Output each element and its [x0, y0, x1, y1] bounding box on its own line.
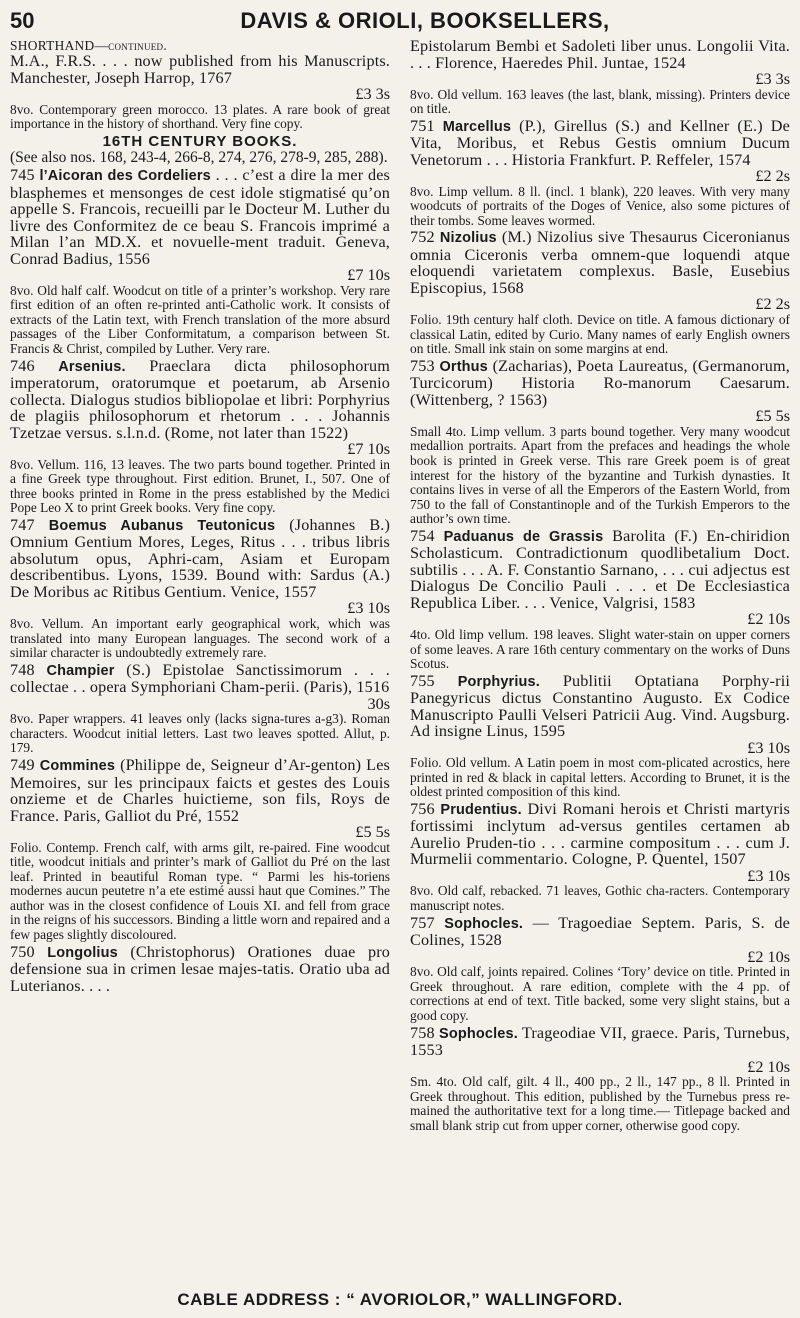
entry-price: £3 3s	[755, 70, 790, 88]
section-label: SHORTHAND—continued.	[10, 38, 168, 53]
entry-description: 8vo. Limp vellum. 8 ll. (incl. 1 blank), 220 leaves. With very many woodcuts of portraits of the Doges of Venice, also some pictures of their tombs. Some leaves wormed.	[410, 183, 790, 228]
entry-heading	[410, 118, 790, 169]
catalogue-entry	[10, 944, 390, 995]
entry-title: (P.), Girellus (S.) and Kellner (E.) De Vita, Moribus, et Rebus Gestis omnium Ducum Venetorum . . . Historia Frankfurt. P. Reffeler, 1574	[410, 116, 790, 169]
entry-price: £3 10s	[747, 738, 790, 757]
entry-title: Trageodiae VII, graece. Paris, Turnebus, 1553	[410, 1023, 791, 1060]
entry-heading	[410, 229, 790, 296]
entry-description: 8vo. Paper wrappers. 41 leaves only (lacks signa-tures a-g3). Roman characters. Woodcut initial letters. Last two leaves spotted. Allut, p. 179.	[10, 711, 390, 756]
entry-number: 757	[410, 913, 435, 932]
catalogue-entry	[410, 673, 790, 800]
entry-number: 749	[10, 756, 35, 774]
entry-title: (M.) Nizolius sive Thesaurus Ciceronianus omnia Ciceronis verba omnem-que loquendi atque eloquendi varietatem complexus. Basle, Eusebius Episcopius, 1568	[410, 228, 790, 297]
entry-title: Epistolarum Bembi et Sadoleti liber unus. Longolii Vita. . . . Florence, Haeredes Phil. Juntae, 1524	[410, 37, 790, 72]
entry-price: £2 10s	[747, 610, 790, 629]
page-footer: CABLE ADDRESS : “ AVORIOLOR,” WALLINGFORD.	[177, 1290, 623, 1309]
entry-keyword: Arsenius.	[58, 358, 126, 375]
entry-heading	[410, 528, 790, 612]
entry-title: — Tragoediae Septem. Paris, S. de Colines, 1528	[410, 913, 790, 950]
entry-description: 4to. Old limp vellum. 198 leaves. Slight water-stain on upper corners of some leaves. A rare 16th century commentary on the works of Duns Scotus.	[410, 626, 790, 672]
entry-heading	[10, 167, 390, 267]
entry-number: 747	[10, 515, 35, 534]
catalogue-entry	[410, 38, 790, 117]
intro-entry	[10, 53, 390, 132]
entry-description: Folio. 19th century half cloth. Device on title. A famous dictionary of classical Latin, edited by Curio. Many names of early English owners on title. Small ink stain on some margins at end.	[410, 311, 790, 357]
entry-number: 755	[410, 671, 435, 690]
entry-keyword: Commines	[39, 758, 116, 774]
entry-keyword: Porphyrius.	[457, 673, 540, 690]
entry-description: 8vo. Old half calf. Woodcut on title of a printer’s workshop. Very rare first edition of an often re-printed anti-Catholic work. It consists of extracts of the Latin text, with French translation of the more absurd passages of the Liber Conformitatum, a comparison between St. Francis & Christ, compiled by Luther. Very rare.	[10, 282, 390, 356]
entry-number: 753	[410, 356, 435, 375]
entry-description: Small 4to. Limp vellum. 3 parts bound together. Very many woodcut medallion portraits. Apart from the prefaces and headings the whole book is printed in Greek verse. This rare Greek poem is of great interest for the history of the byzantine and Turkish dynasties. It contains lives in verse of all the Emperors of the Eastern World, from 750 to the fall of Constantinople and of the Turkish Emperors to the author’s own time.	[410, 423, 790, 527]
entry-heading	[410, 915, 790, 949]
entry-price: £2 10s	[747, 1057, 790, 1076]
entry-title: (S.) Epistolae Sanctissimorum . . . collectae . . opera Symphoriani Cham-perii. (Paris), 1516	[10, 660, 390, 697]
entry-keyword: Orthus	[439, 358, 488, 375]
entry-price: £7 10s	[347, 266, 390, 285]
right-entries	[410, 38, 790, 1133]
page-number: 50	[10, 8, 35, 33]
entry-heading	[10, 757, 390, 824]
entry-description: 8vo. Vellum. 116, 13 leaves. The two parts bound together. Printed in a fine Greek type throughout. First edition. Brunet, I., 507. One of three books printed in Rome in the press established by the Medici Pope Leo X to print Greek books. Very fine copy.	[10, 456, 390, 516]
catalogue-entry	[10, 358, 390, 516]
entry-keyword: Sophocles.	[439, 1025, 518, 1042]
entry-price: £3 10s	[347, 599, 390, 618]
entry-title: Divi Romani herois et Christi martyris fortissimi inclytum ad-versus gentiles certamen ab Aurelio Pruden-tio . . . carmine compositum . . . cum J. Murmelii commentario. Cologne, P. Quentel, 1507	[410, 799, 790, 869]
entry-number: 758	[410, 1023, 435, 1042]
entry-number: 756	[410, 799, 435, 818]
catalogue-entry	[410, 229, 790, 356]
entry-keyword: Paduanus de Grassis	[443, 528, 604, 545]
entry-description: 8vo. Old calf, joints repaired. Colines ‘Tory’ device on title. Printed in Greek throughout. A rare edition, complete with the 4 pp. of corrections at end of text. Title backed, some very slight stains, but a good copy.	[410, 964, 790, 1023]
entry-price: £2 10s	[747, 947, 790, 966]
catalogue-entry	[10, 517, 390, 661]
entry-keyword: l’Aicoran des Cordeliers	[39, 168, 211, 185]
entry-description: Sm. 4to. Old calf, gilt. 4 ll., 400 pp., 2 ll., 147 pp., 8 ll. Printed in Greek throughout. This edition, published by the Turnebus press re-mained the authoritative text for a long time.— Titlepage backed and small blank strip cut from upper corner, otherwise good copy.	[410, 1074, 790, 1133]
entry-number: 754	[410, 526, 435, 545]
entry-keyword: Prudentius.	[440, 801, 522, 818]
catalogue-entry	[410, 528, 790, 672]
catalogue-entry	[10, 757, 390, 943]
entry-title: (Christophorus) Orationes duae pro defensione sua in crimen lesae majes-tatis. Oratio uba ad Luterianos. . . .	[10, 942, 390, 995]
entry-keyword: Sophocles.	[444, 915, 524, 932]
page-header	[10, 8, 790, 32]
entry-price: £5 5s	[755, 407, 790, 426]
catalogue-entry	[10, 167, 390, 356]
entry-keyword: Champier	[46, 662, 115, 679]
entry-heading	[10, 662, 390, 696]
entry-description: Folio. Old vellum. A Latin poem in most com-plicated acrostics, here printed in red & black in capital letters. According to Brunet, it is the oldest printed composition of this kind.	[410, 755, 790, 800]
entry-price: £3 3s	[355, 85, 390, 104]
entry-heading	[10, 944, 390, 995]
entry-number: 745	[10, 166, 35, 185]
entry-title: (Zacharias), Poeta Laureatus, (Germanorum, Turcicorum) Historia Ro-manorum Caesarum. (Wittenberg, ? 1563)	[410, 356, 790, 409]
entry-title: Publitii Optatiana Porphy-rii Panegyricus dictus Constantino Augusto. Ex Codice Manuscripto Paulli Velseri Patricii Aug. Vind. Augsburg. Ad insigne Linus, 1595	[410, 671, 791, 741]
entry-number: 750	[10, 942, 35, 961]
entry-price: £2 2s	[755, 295, 790, 314]
catalogue-entry	[410, 1025, 790, 1134]
entry-keyword: Marcellus	[442, 118, 512, 135]
entry-number: 751	[410, 116, 435, 135]
entry-price: 30s	[367, 694, 390, 713]
entry-title: (Johannes B.) Omnium Gentium Mores, Leges, Ritus . . . tribus libris absolutum opus, Aphri-cam, Asiam et Europam describentibus. Lyons, 1539. Bound with: Sardus (A.) De Moribus ac Ritibus Gentium. Venice, 1557	[10, 515, 391, 601]
running-head: DAVIS & ORIOLI, BOOKSELLERS,	[240, 8, 610, 33]
left-entries	[10, 167, 390, 994]
catalogue-entry	[10, 662, 390, 756]
entry-heading	[410, 38, 790, 71]
entry-description: 8vo. Old vellum. 163 leaves (the last, blank, missing). Printers device on title.	[410, 86, 790, 117]
columns	[10, 38, 790, 1134]
left-column	[10, 38, 390, 1134]
entry-price: £5 5s	[355, 823, 390, 841]
entry-heading	[410, 673, 790, 740]
entry-number: 746	[10, 356, 35, 375]
entry-price: £2 2s	[755, 167, 790, 186]
entry-price: £3 10s	[747, 866, 790, 885]
entry-heading	[410, 1025, 790, 1059]
entry-price: £7 10s	[347, 440, 390, 459]
entry-heading	[410, 801, 790, 868]
entry-heading	[10, 358, 390, 442]
catalogue-entry	[410, 801, 790, 914]
entry-title: . . . c’est a dire la mer des blasphemes et mensonges de cest idole stigmatisé qu’on appelle S. Francois, recueilli par le Docteur M. Luther du livre des Conformitez de ce beau S. Francois imprimé a Milan l’an MD.X. et novuelle-ment traduit. Geneva, Conrad Badius, 1556	[10, 166, 390, 268]
catalogue-entry	[410, 915, 790, 1024]
see-also-note: (See also nos. 168, 243-4, 266-8, 274, 276, 278-9, 285, 288).	[10, 149, 388, 167]
entry-heading	[410, 358, 790, 409]
right-column	[410, 38, 790, 1134]
entry-title: Barolita (F.) En-chiridion Scholasticum. Contradictionum quodlibetalium Doct. subtilis . . . A. F. Constantio Sarnano, . . . cui adjectus est Dialogus De Concilio Pauli . . . et De Ecclesiastica Republica Liber. . . . Venice, Valgrisi, 1583	[410, 526, 790, 612]
entry-description: 8vo. Contemporary green morocco. 13 plates. A rare book of great importance in the history of shorthand. Very fine copy.	[10, 101, 390, 132]
entry-number: 748	[10, 660, 35, 679]
catalogue-entry	[410, 358, 790, 527]
entry-heading: M.A., F.R.S. . . . now published from his Manuscripts. Manchester, Joseph Harrop, 1767	[10, 52, 390, 87]
entry-keyword: Longolius	[47, 944, 118, 961]
entry-keyword: Boemus Aubanus Teutonicus	[48, 517, 276, 534]
entry-heading	[10, 517, 390, 601]
entry-number: 752	[410, 228, 435, 247]
catalogue-entry	[410, 118, 790, 229]
entry-description: Folio. Contemp. French calf, with arms gilt, re-paired. Fine woodcut title, woodcut initials and printer’s mark of Galliot du Pré on the last leaf. Printed in beautiful Roman type. “ Parmi les his-toriens modernes aucun peutetre n’a ete estimé aussi haut que Comines.” The author was in the closest confidence of Louis XI. and fell from grace in the reigns of his successors. Binding a little worn and repaired and a few pages slightly discoloured.	[10, 839, 390, 943]
entry-title: (Philippe de, Seigneur d’Ar-genton) Les Memoires, sur les principaux faicts et gestes des Louis onzieme et de Charles huictieme, son fils, Roys de France. Paris, Galliot du Pré, 1552	[10, 756, 390, 825]
entry-title: Praeclara dicta philosophorum imperatorum, oratorumque et poetarum, ab Arsenio collecta. Dialogus studios bibliopolae et libri: Porphyrius de plagiis philosophorum et rhetorum . . . Johannis Tzetzae versus. s.l.n.d. (Rome, not later than 1522)	[10, 356, 391, 442]
entry-keyword: Nizolius	[439, 230, 497, 247]
entry-description: 8vo. Vellum. An important early geographical work, which was translated into many European languages. The second work of a similar character is undoubtedly extremely rare.	[10, 615, 390, 661]
entry-description: 8vo. Old calf, rebacked. 71 leaves, Gothic cha-racters. Contemporary manuscript notes.	[410, 883, 790, 914]
section-heading: 16TH CENTURY BOOKS.	[102, 132, 298, 150]
